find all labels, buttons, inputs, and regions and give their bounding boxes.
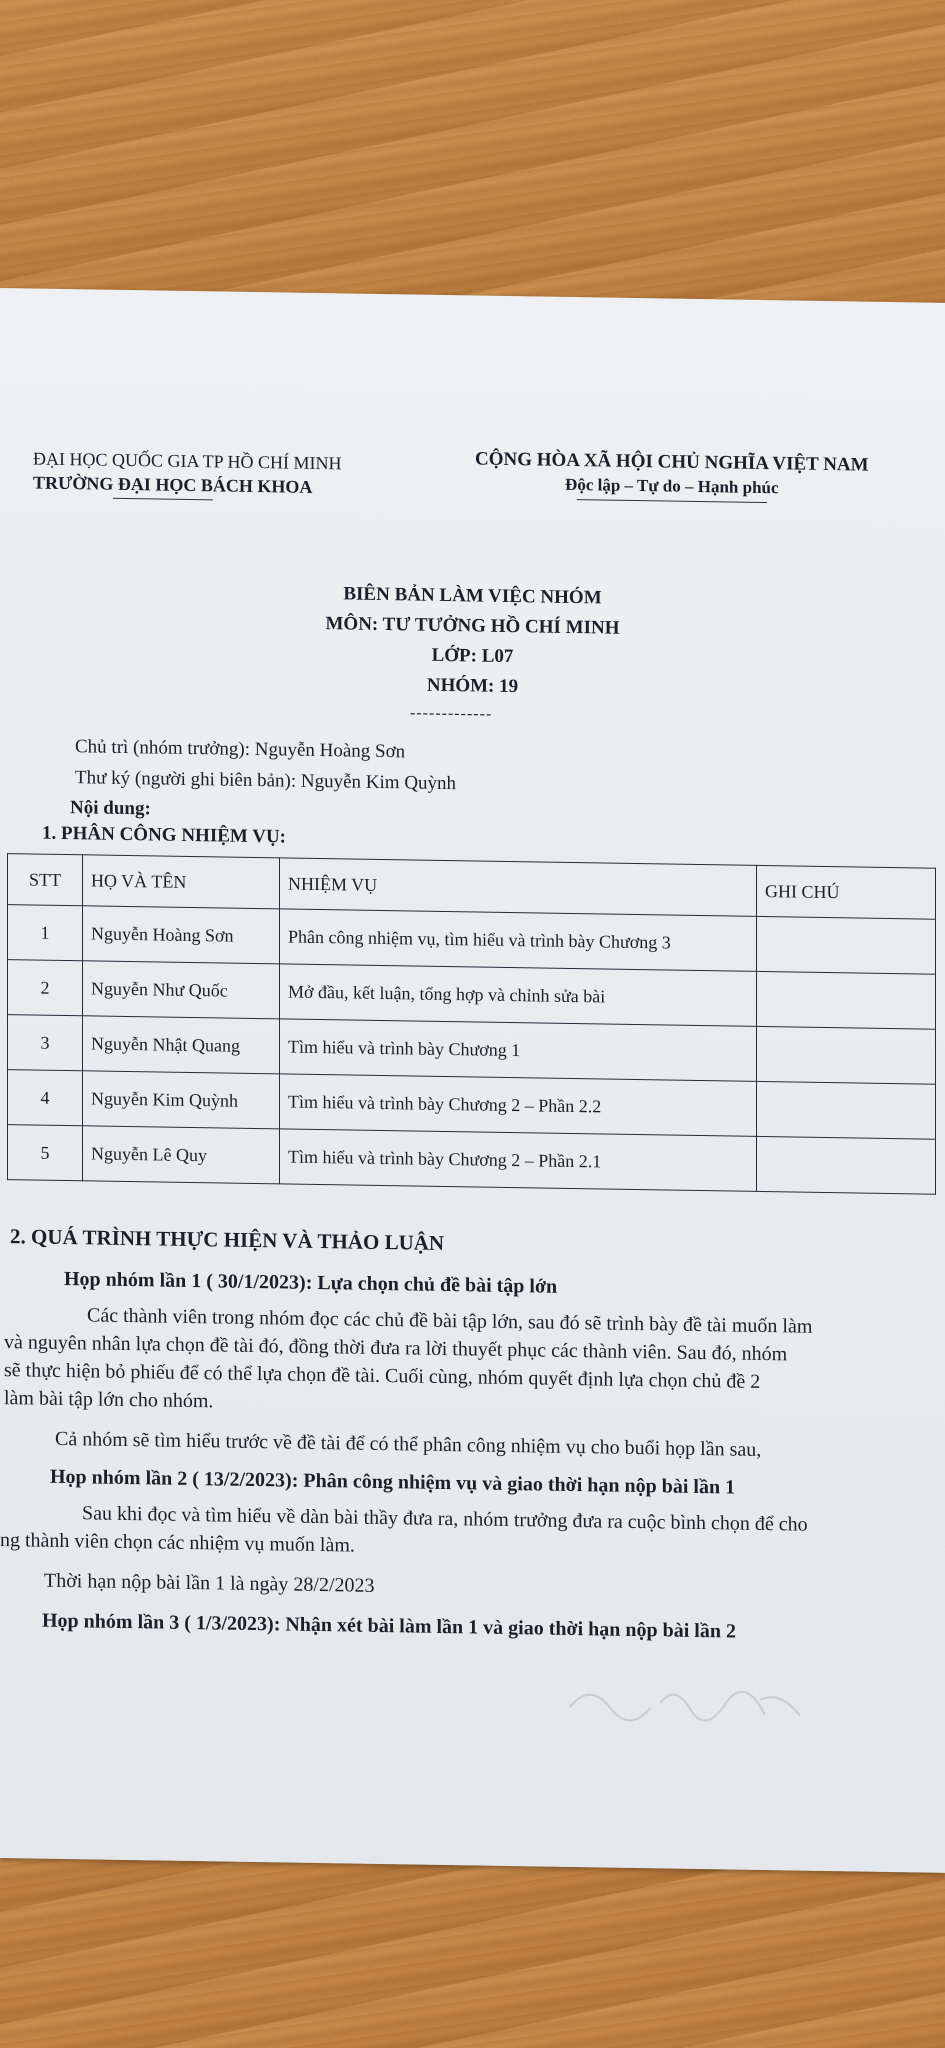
- cell-name: Nguyễn Hoàng Sơn: [83, 906, 280, 964]
- header-left: [33, 447, 342, 503]
- meeting1-title: Họp nhóm lần 1 ( 30/1/2023): Lựa chọn chủ đề bài tập lớn: [64, 1268, 558, 1298]
- cell-name: Nguyễn Kim Quỳnh: [83, 1071, 280, 1129]
- group-title: NHÓM: 19: [426, 674, 519, 698]
- cell-task: Tìm hiểu và trình bày Chương 2 – Phần 2.2: [280, 1074, 757, 1136]
- cell-name: Nguyễn Nhật Quang: [83, 1016, 280, 1074]
- university-name: ĐẠI HỌC QUỐC GIA TP HỒ CHÍ MINH: [33, 448, 342, 474]
- cell-task: Phân công nhiệm vụ, tìm hiểu và trình bày Chương 3: [280, 909, 757, 971]
- faint-signature-mark: [560, 1667, 840, 1741]
- cell-note: [757, 1081, 936, 1139]
- content-label: Nội dung:: [70, 797, 151, 820]
- cell-stt: 5: [8, 1125, 83, 1181]
- meeting1-text-p2: Cả nhóm sẽ tìm hiểu trước về đề tài để có thể phân công nhiệm vụ cho buổi họp lần sau,: [55, 1427, 762, 1461]
- cell-task: Tìm hiểu và trình bày Chương 2 – Phần 2.1: [280, 1129, 757, 1191]
- cell-note: [757, 971, 936, 1029]
- meeting1-text-line1: Các thành viên trong nhóm đọc các chủ đề bài tập lớn, sau đó sẽ trình bày đề tài muốn làm: [87, 1304, 813, 1338]
- section1-heading: 1. PHÂN CÔNG NHIỆM VỤ:: [42, 822, 287, 848]
- school-name: TRƯỜNG ĐẠI HỌC BÁCH KHOA: [33, 472, 313, 497]
- meeting1-text-line4: làm bài tập lớn cho nhóm.: [4, 1387, 214, 1413]
- meeting2-text-line1: Sau khi đọc và tìm hiểu về dàn bài thầy đưa ra, nhóm trưởng đưa ra cuộc bình chọn để cho: [82, 1502, 808, 1536]
- col-header-name: HỌ VÀ TÊN: [83, 855, 280, 909]
- cell-stt: 1: [8, 905, 83, 961]
- cell-task: Tìm hiểu và trình bày Chương 1: [280, 1019, 757, 1081]
- cell-stt: 2: [8, 960, 83, 1016]
- cell-name: Nguyễn Như Quốc: [83, 961, 280, 1019]
- header-underline: [113, 498, 213, 501]
- section2-heading: 2. QUÁ TRÌNH THỰC HIỆN VÀ THẢO LUẬN: [10, 1224, 445, 1255]
- cell-task: Mở đầu, kết luận, tổng hợp và chỉnh sửa bài: [280, 964, 757, 1026]
- cell-note: [757, 916, 936, 974]
- col-header-task: NHIỆM VỤ: [280, 858, 757, 916]
- meeting3-title: Họp nhóm lần 3 ( 1/3/2023): Nhận xét bài làm lần 1 và giao thời hạn nộp bài lần 2: [42, 1609, 736, 1643]
- meeting1-text-line2: và nguyên nhân lựa chọn đề tài đó, đồng thời đưa ra lời thuyết phục các thành viên. Sau đó, nhóm: [4, 1331, 788, 1366]
- meeting2-text-line2: ng thành viên chọn các nhiệm vụ muốn làm.: [0, 1529, 355, 1557]
- motto-underline: [577, 499, 767, 503]
- cell-note: [757, 1026, 936, 1084]
- chair-line: Chủ trì (nhóm trưởng): Nguyễn Hoàng Sơn: [75, 736, 406, 763]
- document-page: [0, 288, 945, 1873]
- col-header-stt: STT: [8, 854, 83, 906]
- secretary-line: Thư ký (người ghi biên bản): Nguyễn Kim Quỳnh: [75, 767, 457, 795]
- cell-stt: 3: [8, 1015, 83, 1071]
- national-title: CỘNG HÒA XÃ HỘI CHỦ NGHĨA VIỆT NAM: [475, 448, 869, 476]
- title-divider: -------------: [410, 704, 493, 723]
- subject-title: MÔN: TƯ TƯỞNG HỒ CHÍ MINH: [325, 613, 620, 639]
- cell-note: [757, 1136, 936, 1194]
- cell-name: Nguyễn Lê Quy: [83, 1126, 280, 1184]
- meeting2-title: Họp nhóm lần 2 ( 13/2/2023): Phân công nhiệm vụ và giao thời hạn nộp bài lần 1: [50, 1465, 736, 1499]
- col-header-note: GHI CHÚ: [757, 865, 936, 919]
- class-title: LỚP: L07: [431, 644, 514, 668]
- meeting2-text-p2: Thời hạn nộp bài lần 1 là ngày 28/2/2023: [44, 1569, 375, 1597]
- meeting1-text-line3: sẽ thực hiện bỏ phiếu để có thể lựa chọn đề tài. Cuối cùng, nhóm quyết định lựa chọn chủ đề 2: [4, 1359, 761, 1393]
- doc-title: BIÊN BẢN LÀM VIỆC NHÓM: [343, 583, 602, 609]
- cell-stt: 4: [8, 1070, 83, 1126]
- task-table: [7, 853, 936, 1195]
- national-motto: Độc lập – Tự do – Hạnh phúc: [565, 474, 779, 498]
- header-right: [475, 447, 869, 504]
